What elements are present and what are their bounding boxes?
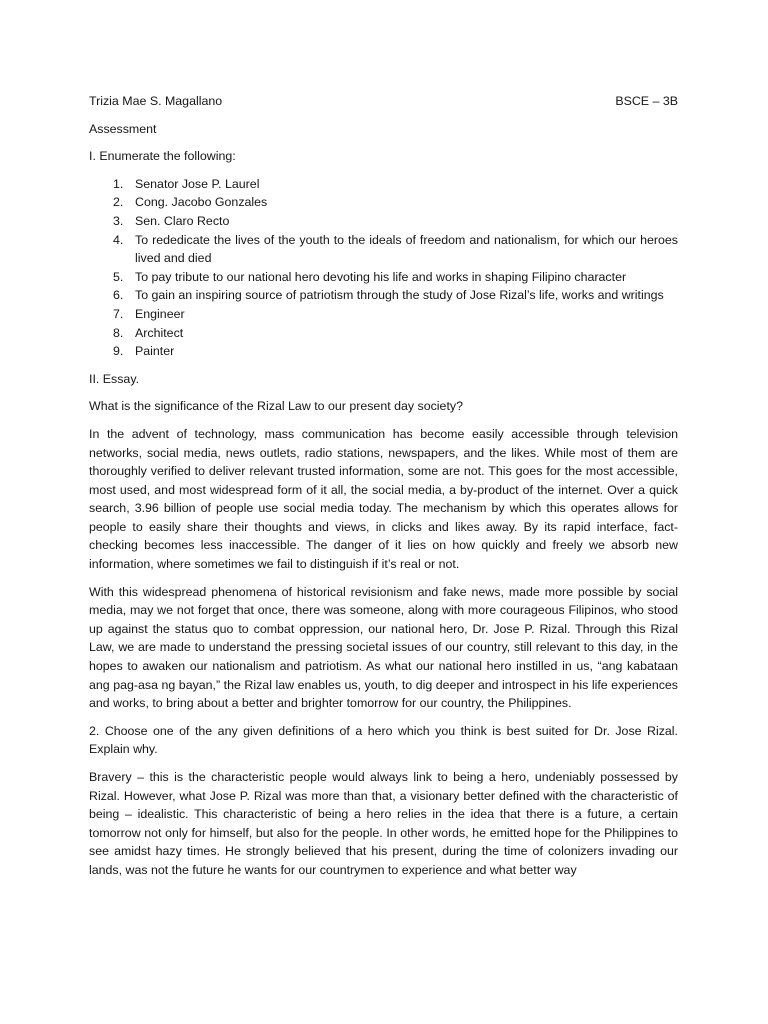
- part1-heading: I. Enumerate the following:: [89, 149, 236, 164]
- list-item: [89, 193, 678, 212]
- list-text: Engineer: [135, 306, 185, 321]
- list-item: [89, 286, 678, 305]
- list-number: 1.: [113, 176, 124, 191]
- list-text: Architect: [135, 325, 184, 340]
- list-text: Sen. Claro Recto: [135, 213, 230, 228]
- list-number: 2.: [113, 195, 124, 210]
- list-item: [89, 212, 678, 231]
- essay-answer-1-paragraph-2: With this widespread phenomena of historical revisionism and fake news, made more possible by social media, may we not forget that once, there was someone, along with more courageous Filipinos, who stood up against the status quo to combat oppression, our national hero, Dr. Jose P. Rizal. Through this Rizal Law, we are made to understand the pressing societal issues of our country, still relevant to this day, in the hopes to awaken our nationalism and patriotism. As what our national hero instilled in us, “ang kabataan ang pag-asa ng bayan,” the Rizal law enables us, youth, to dig deeper and introspect in his life experiences and works, to bring about a better and brighter tomorrow for our country, the Philippines.: [89, 584, 678, 711]
- list-number: 8.: [113, 325, 124, 340]
- list-item: [89, 175, 678, 194]
- list-item: [89, 324, 678, 343]
- enumeration-list: [89, 175, 678, 361]
- student-name: Trizia Mae S. Magallano: [89, 94, 223, 108]
- list-item: [89, 342, 678, 361]
- list-text: To pay tribute to our national hero devoting his life and works in shaping Filipino character: [135, 269, 627, 284]
- essay-question-2: 2. Choose one of the any given definitions of a hero which you think is best suited for Dr. Jose Rizal. Explain why.: [89, 723, 678, 757]
- list-item: [89, 231, 678, 268]
- part2-heading: II. Essay.: [89, 371, 140, 386]
- essay-answer-1-paragraph-1: In the advent of technology, mass communication has become easily accessible through television networks, social media, news outlets, radio stations, newspapers, and the likes. While most of them are thoroughly verified to deliver relevant trusted information, some are not. This goes for the most accessible, most used, and most widespread form of it all, the social media, a by-product of the internet. Over a quick search, 3.96 billion of people use social media today. The mechanism by which this operates allows for people to easily share their thoughts and views, in clicks and likes away. By its rapid interface, fact-checking becomes less inaccessible. The danger of it lies on how quickly and freely we absorb new information, where sometimes we fail to distinguish if it’s real or not.: [89, 426, 678, 572]
- header-row: [89, 92, 678, 111]
- list-text: To gain an inspiring source of patriotism through the study of Jose Rizal’s life, works and writings: [135, 288, 664, 303]
- list-number: 5.: [113, 269, 124, 284]
- list-text: Senator Jose P. Laurel: [135, 176, 260, 191]
- document-title: Assessment: [89, 121, 157, 136]
- list-item: [89, 268, 678, 287]
- course-section: BSCE – 3B: [615, 94, 678, 108]
- essay-answer-2-paragraph-1: Bravery – this is the characteristic people would always link to being a hero, undeniably possessed by Rizal. However, what Jose P. Rizal was more than that, a visionary better defined with the characteristic of being – idealistic. This characteristic of being a hero relies in the idea that there is a future, a certain tomorrow not only for himself, but also for the people. In other words, he emitted hope for the Philippines to see amidst hazy times. He strongly believed that his present, during the time of colonizers invading our lands, was not the future he wants for our countrymen to experience and what better way: [89, 770, 678, 877]
- list-item: [89, 305, 678, 324]
- list-text: Painter: [135, 344, 175, 359]
- list-number: 4.: [113, 232, 124, 247]
- list-text: To rededicate the lives of the youth to the ideals of freedom and nationalism, for which our heroes lived and died: [135, 232, 678, 266]
- list-number: 6.: [113, 288, 124, 303]
- list-number: 9.: [113, 344, 124, 359]
- list-text: Cong. Jacobo Gonzales: [135, 195, 268, 210]
- list-number: 3.: [113, 213, 124, 228]
- essay-question-1: What is the significance of the Rizal Law to our present day society?: [89, 399, 463, 414]
- document-body: [89, 92, 678, 889]
- list-number: 7.: [113, 306, 124, 321]
